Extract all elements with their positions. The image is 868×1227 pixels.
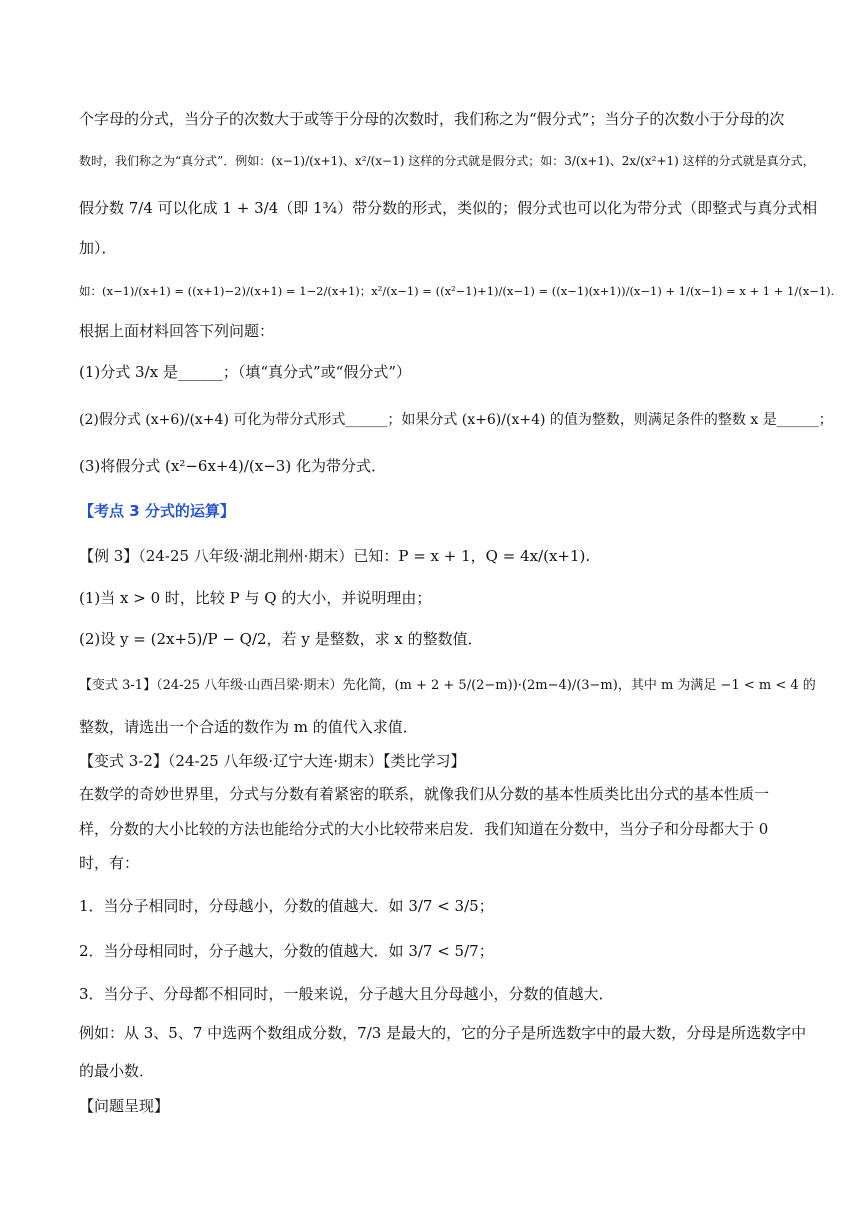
example-3-part-2: (2)设 y = (2x+5)/P − Q/2，若 y 是整数，求 x 的整数值． bbox=[79, 630, 483, 648]
text-line-23: 的最小数． bbox=[79, 1062, 155, 1080]
example-3-part-1: (1)当 x > 0 时，比较 P 与 Q 的大小，并说明理由； bbox=[79, 589, 432, 607]
text-line-1: 个字母的分式，当分子的次数大于或等于分母的次数时，我们称之为“假分式”；当分子的次数小于分母的次 bbox=[79, 110, 785, 128]
variant-3-1-cont: 整数，请选出一个合适的数作为 m 的值代入求值． bbox=[79, 718, 418, 736]
rule-1: 1．当分子相同时，分母越小，分数的值越大．如 3/7 < 3/5； bbox=[79, 897, 494, 915]
question-1: (1)分式 3/x 是______；（填“真分式”或“假分式”） bbox=[79, 363, 412, 381]
problem-heading: 【问题呈现】 bbox=[79, 1097, 170, 1115]
rule-3: 3．当分子、分母都不相同时，一般来说，分子越大且分母越小，分数的值越大． bbox=[79, 985, 614, 1003]
text-line-18: 时，有： bbox=[79, 854, 140, 872]
text-line-3: 假分数 7/4 可以化成 1 + 3/4（即 1¾）带分数的形式，类似的；假分式也可以化为带分式（即整式与真分式相 bbox=[79, 199, 818, 217]
example-equation-line: 如：(x−1)/(x+1) = ((x+1)−2)/(x+1) = 1−2/(x+1)；x²/(x−1) = ((x²−1)+1)/(x−1) = ((x−1)(x+1))/(x−1) + 1/(x−1) = x + 1 + 1/(x−1). bbox=[79, 284, 835, 298]
variant-3-2: 【变式 3-2】（24-25 八年级·辽宁大连·期末）【类比学习】 bbox=[79, 752, 466, 770]
text-line-22: 例如：从 3、5、7 中选两个数组成分数，7/3 是最大的，它的分子是所选数字中的最大数，分母是所选数字中 bbox=[79, 1024, 807, 1042]
example-3: 【例 3】（24-25 八年级·湖北荆州·期末）已知：P = x + 1，Q = 4x/(x+1). bbox=[79, 547, 591, 565]
question-3: (3)将假分式 (x²−6x+4)/(x−3) 化为带分式． bbox=[79, 457, 386, 475]
text-line-16: 在数学的奇妙世界里，分式与分数有着紧密的联系，就像我们从分数的基本性质类比出分式的基本性质一 bbox=[79, 785, 770, 803]
text-line-17: 样，分数的大小比较的方法也能给分式的大小比较带来启发．我们知道在分数中，当分子和分母都大于 0 bbox=[79, 820, 769, 838]
section-heading: 【考点 3 分式的运算】 bbox=[79, 502, 235, 520]
rule-2: 2．当分母相同时，分子越大，分数的值越大．如 3/7 < 5/7； bbox=[79, 942, 494, 960]
text-line-4: 加）． bbox=[79, 239, 117, 257]
text-line-6: 根据上面材料回答下列问题： bbox=[79, 322, 275, 340]
variant-3-1: 【变式 3-1】（24-25 八年级·山西吕梁·期末）先化简，(m + 2 + 5/(2−m))·(2m−4)/(3−m)，其中 m 为满足 −1 < m < 4 的 bbox=[79, 678, 816, 693]
question-2: (2)假分式 (x+6)/(x+4) 可化为带分式形式______；如果分式 (x+6)/(x+4) 的值为整数，则满足条件的整数 x 是______； bbox=[79, 412, 833, 428]
text-line-2: 数时，我们称之为“真分式”．例如：(x−1)/(x+1)、x²/(x−1) 这样的分式就是假分式；如：3/(x+1)、2x/(x²+1) 这样的分式就是真分式， bbox=[79, 154, 815, 168]
